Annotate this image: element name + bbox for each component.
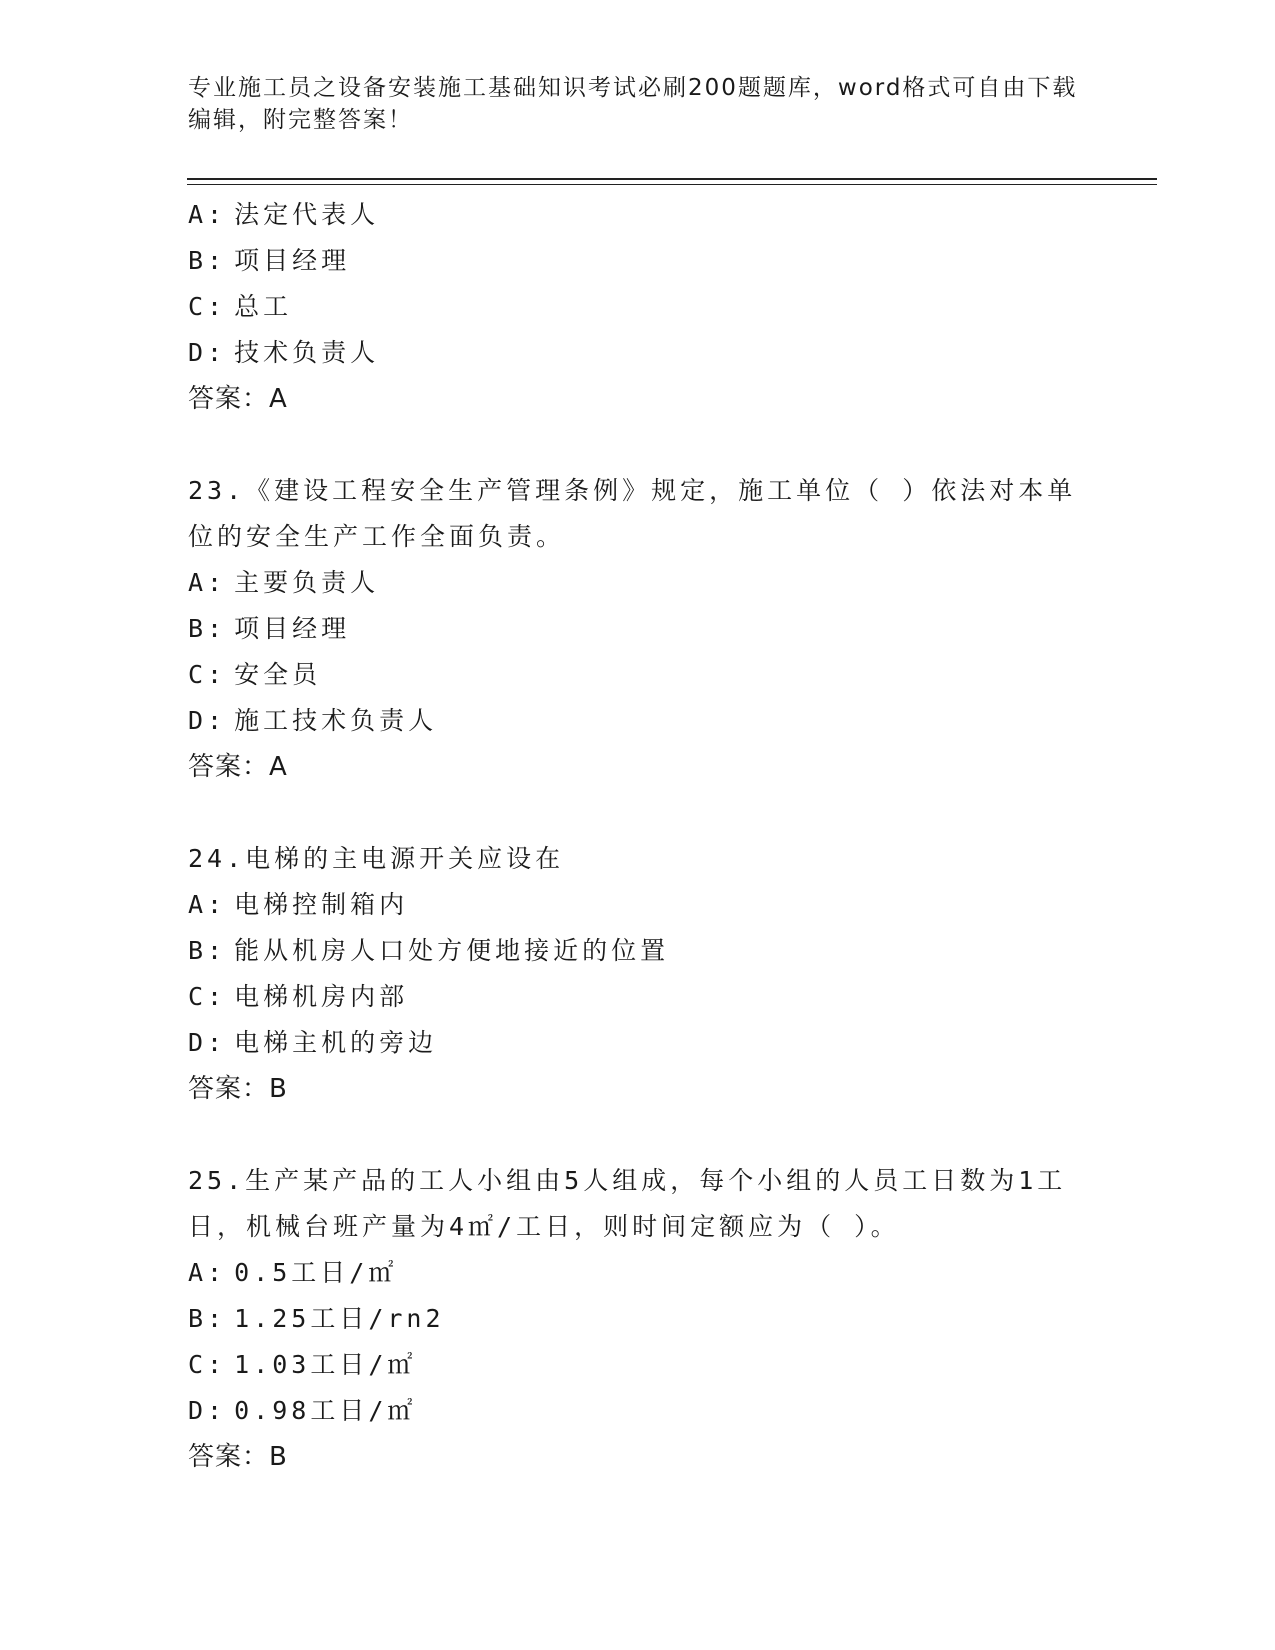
question-23 — [188, 468, 1088, 790]
answer-line: 答案：B — [188, 1074, 288, 1104]
option-b: B: 项目经理 — [188, 246, 351, 275]
answer-line: 答案：B — [188, 1442, 288, 1472]
option-c: C: 安全员 — [188, 660, 322, 689]
document-body — [188, 192, 1088, 1480]
header-divider-thin — [187, 184, 1157, 185]
option-b: B: 1.25工日/rn2 — [188, 1304, 445, 1333]
answer-line: 答案：A — [188, 384, 288, 414]
option-c: C: 1.03工日/㎡ — [188, 1350, 417, 1379]
question-25 — [188, 1158, 1088, 1480]
option-a: A: 电梯控制箱内 — [188, 890, 409, 919]
option-d: D: 电梯主机的旁边 — [188, 1028, 438, 1057]
question-22-fragment — [188, 192, 1088, 422]
option-b: B: 项目经理 — [188, 614, 351, 643]
question-stem: 24.电梯的主电源开关应设在 — [188, 844, 565, 873]
option-c: C: 电梯机房内部 — [188, 982, 409, 1011]
option-d: D: 0.98工日/㎡ — [188, 1396, 417, 1425]
option-c: C: 总工 — [188, 292, 293, 321]
question-stem-cont: 位的安全生产工作全面负责。 — [188, 522, 566, 551]
question-24 — [188, 836, 1088, 1112]
header-divider-thick — [187, 178, 1157, 180]
question-stem: 25.生产某产品的工人小组由5人组成，每个小组的人员工日数为1工 — [188, 1166, 1067, 1195]
answer-line: 答案：A — [188, 752, 288, 782]
option-a: A: 法定代表人 — [188, 200, 380, 229]
option-d: D: 施工技术负责人 — [188, 706, 438, 735]
header-line-1: 专业施工员之设备安装施工基础知识考试必刷200题题库，word格式可自由下载 — [188, 75, 1078, 101]
option-a: A: 主要负责人 — [188, 568, 380, 597]
option-d: D: 技术负责人 — [188, 338, 380, 367]
option-b: B: 能从机房人口处方便地接近的位置 — [188, 936, 670, 965]
option-a: A: 0.5工日/㎡ — [188, 1258, 398, 1287]
question-stem: 23.《建设工程安全生产管理条例》规定，施工单位（ ）依法对本单 — [188, 476, 1077, 505]
header-line-2: 编辑，附完整答案！ — [188, 107, 413, 133]
document-header — [188, 72, 1088, 136]
question-stem-cont: 日，机械台班产量为4㎡/工日，则时间定额应为（ ）。 — [188, 1212, 900, 1241]
